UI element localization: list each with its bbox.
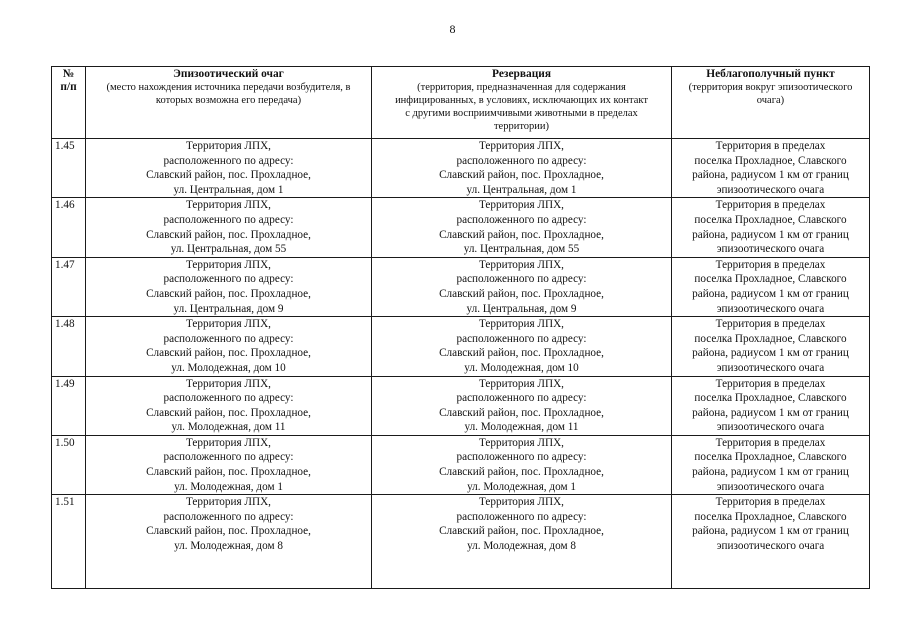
point-line: эпизоотического очага [716, 243, 825, 256]
point-line: района, радиусом 1 км от границ [692, 169, 849, 182]
reservation-line: ул. Центральная, дом 55 [463, 243, 580, 256]
reservation-cell [372, 376, 672, 435]
reservation-cell [372, 139, 672, 198]
focus-line: ул. Молодежная, дом 1 [174, 480, 283, 493]
point-line: Территория в пределах [715, 377, 826, 390]
focus-cell [86, 257, 372, 316]
header-reservation-desc-line: (территория, предназначенная для содержания [417, 82, 626, 93]
focus-cell [86, 495, 372, 589]
header-focus-title: Эпизоотический очаг [173, 68, 284, 80]
row-number: 1.50 [52, 435, 86, 494]
point-line: Территория в пределах [715, 436, 826, 449]
reservation-cell [372, 317, 672, 376]
focus-line: расположенного по адресу: [163, 213, 294, 226]
table-row [52, 317, 870, 376]
reservation-line: ул. Центральная, дом 1 [466, 183, 577, 196]
header-reservation-desc-line: территории) [493, 121, 550, 132]
reservation-line: Территория ЛПХ, [479, 140, 564, 152]
row-number: 1.45 [52, 139, 86, 198]
page-number: 8 [449, 22, 456, 36]
table-header-row [52, 67, 870, 139]
focus-line: Территория ЛПХ, [186, 496, 271, 509]
point-cell [672, 376, 870, 435]
header-number-abbr: п/п [60, 81, 77, 93]
focus-line: Славский район, пос. Прохладное, [146, 525, 311, 538]
point-line: эпизоотического очага [716, 183, 825, 196]
point-line: эпизоотического очага [716, 480, 825, 493]
focus-line: ул. Молодежная, дом 11 [171, 421, 286, 434]
header-focus [86, 67, 372, 139]
reservation-line: Территория ЛПХ, [479, 436, 564, 449]
table-row [52, 435, 870, 494]
focus-line: расположенного по адресу: [163, 451, 294, 464]
point-line: Территория в пределах [715, 318, 826, 331]
point-line: Территория в пределах [715, 258, 826, 271]
reservation-line: Территория ЛПХ, [479, 377, 564, 390]
point-cell [672, 139, 870, 198]
point-cell [672, 435, 870, 494]
focus-line: ул. Молодежная, дом 8 [174, 540, 283, 553]
point-line: района, радиусом 1 км от границ [692, 287, 849, 300]
focus-line: Славский район, пос. Прохладное, [146, 287, 311, 300]
table-row [52, 257, 870, 316]
focus-line: расположенного по адресу: [163, 510, 294, 523]
reservation-line: расположенного по адресу: [456, 392, 587, 405]
row-number: 1.48 [52, 317, 86, 376]
reservation-line: расположенного по адресу: [456, 451, 587, 464]
header-reservation [372, 67, 672, 139]
focus-line: Территория ЛПХ, [186, 318, 271, 331]
reservation-line: ул. Центральная, дом 9 [466, 302, 577, 315]
reservation-line: Славский район, пос. Прохладное, [439, 406, 604, 419]
reservation-line: ул. Молодежная, дом 10 [464, 361, 579, 374]
point-line: Территория в пределах [715, 140, 826, 152]
point-line: поселка Прохладное, Славского [694, 451, 847, 464]
point-line: эпизоотического очага [716, 302, 825, 315]
point-line: поселка Прохладное, Славского [694, 510, 847, 523]
header-reservation-desc-line: инфицированных, в условиях, исключающих их контакт [395, 95, 648, 106]
focus-cell [86, 139, 372, 198]
header-reservation-desc-line: с другими восприимчивыми животными в пределах [405, 108, 638, 119]
header-focus-desc-line: которых возможна его передача) [155, 95, 302, 106]
focus-line: Славский район, пос. Прохладное, [146, 406, 311, 419]
focus-line: Славский район, пос. Прохладное, [146, 466, 311, 479]
header-point-desc-line: очага) [756, 95, 785, 106]
row-number: 1.47 [52, 257, 86, 316]
point-cell [672, 198, 870, 257]
reservation-line: Славский район, пос. Прохладное, [439, 169, 604, 182]
point-line: поселка Прохладное, Славского [694, 332, 847, 345]
focus-line: расположенного по адресу: [163, 332, 294, 345]
reservation-line: расположенного по адресу: [456, 154, 587, 167]
point-line: поселка Прохладное, Славского [694, 154, 847, 167]
reservation-line: Территория ЛПХ, [479, 318, 564, 331]
table-row [52, 495, 870, 589]
reservation-line: расположенного по адресу: [456, 332, 587, 345]
focus-line: ул. Молодежная, дом 10 [171, 361, 286, 374]
row-number: 1.51 [52, 495, 86, 589]
reservation-line: расположенного по адресу: [456, 510, 587, 523]
reservation-line: ул. Молодежная, дом 8 [467, 540, 576, 553]
reservation-line: Территория ЛПХ, [479, 496, 564, 509]
focus-line: Славский район, пос. Прохладное, [146, 347, 311, 360]
row-number: 1.49 [52, 376, 86, 435]
focus-line: ул. Центральная, дом 55 [170, 243, 287, 256]
reservation-cell [372, 257, 672, 316]
point-cell [672, 495, 870, 589]
point-line: района, радиусом 1 км от границ [692, 525, 849, 538]
focus-line: Территория ЛПХ, [186, 436, 271, 449]
table-row [52, 376, 870, 435]
focus-cell [86, 435, 372, 494]
focus-line: Территория ЛПХ, [186, 377, 271, 390]
point-line: поселка Прохладное, Славского [694, 273, 847, 286]
focus-cell [86, 376, 372, 435]
header-focus-desc-line: (место нахождения источника передачи возбудителя, в [106, 82, 351, 93]
reservation-line: Территория ЛПХ, [479, 199, 564, 212]
reservation-line: расположенного по адресу: [456, 213, 587, 226]
reservation-line: Славский район, пос. Прохладное, [439, 466, 604, 479]
reservation-line: Славский район, пос. Прохладное, [439, 347, 604, 360]
focus-line: ул. Центральная, дом 9 [173, 302, 284, 315]
reservation-line: расположенного по адресу: [456, 273, 587, 286]
episootic-table [51, 66, 870, 589]
reservation-cell [372, 198, 672, 257]
point-line: поселка Прохладное, Славского [694, 392, 847, 405]
point-line: района, радиусом 1 км от границ [692, 466, 849, 479]
header-point [672, 67, 870, 139]
focus-line: Славский район, пос. Прохладное, [146, 169, 311, 182]
point-cell [672, 317, 870, 376]
reservation-cell [372, 495, 672, 589]
focus-line: расположенного по адресу: [163, 392, 294, 405]
point-line: Территория в пределах [715, 496, 826, 509]
point-line: эпизоотического очага [716, 421, 825, 434]
point-line: района, радиусом 1 км от границ [692, 347, 849, 360]
point-line: эпизоотического очага [716, 361, 825, 374]
focus-line: расположенного по адресу: [163, 273, 294, 286]
table-row [52, 198, 870, 257]
focus-line: Территория ЛПХ, [186, 140, 271, 152]
reservation-line: ул. Молодежная, дом 11 [464, 421, 579, 434]
header-reservation-title: Резервация [492, 68, 551, 80]
row-number: 1.46 [52, 198, 86, 257]
focus-line: ул. Центральная, дом 1 [173, 183, 284, 196]
table-row [52, 139, 870, 198]
reservation-line: Славский район, пос. Прохладное, [439, 525, 604, 538]
reservation-line: Территория ЛПХ, [479, 258, 564, 271]
point-cell [672, 257, 870, 316]
point-line: района, радиусом 1 км от границ [692, 406, 849, 419]
reservation-line: ул. Молодежная, дом 1 [467, 480, 576, 493]
point-line: Территория в пределах [715, 199, 826, 212]
focus-cell [86, 317, 372, 376]
header-number [52, 67, 86, 139]
focus-cell [86, 198, 372, 257]
point-line: района, радиусом 1 км от границ [692, 228, 849, 241]
point-line: эпизоотического очага [716, 540, 825, 553]
reservation-cell [372, 435, 672, 494]
header-point-title: Неблагополучный пункт [706, 68, 835, 80]
header-point-desc-line: (территория вокруг эпизоотического [688, 82, 853, 93]
reservation-line: Славский район, пос. Прохладное, [439, 228, 604, 241]
focus-line: расположенного по адресу: [163, 154, 294, 167]
focus-line: Славский район, пос. Прохладное, [146, 228, 311, 241]
focus-line: Территория ЛПХ, [186, 258, 271, 271]
reservation-line: Славский район, пос. Прохладное, [439, 287, 604, 300]
focus-line: Территория ЛПХ, [186, 199, 271, 212]
header-number-sign: № [62, 68, 75, 80]
point-line: поселка Прохладное, Славского [694, 213, 847, 226]
